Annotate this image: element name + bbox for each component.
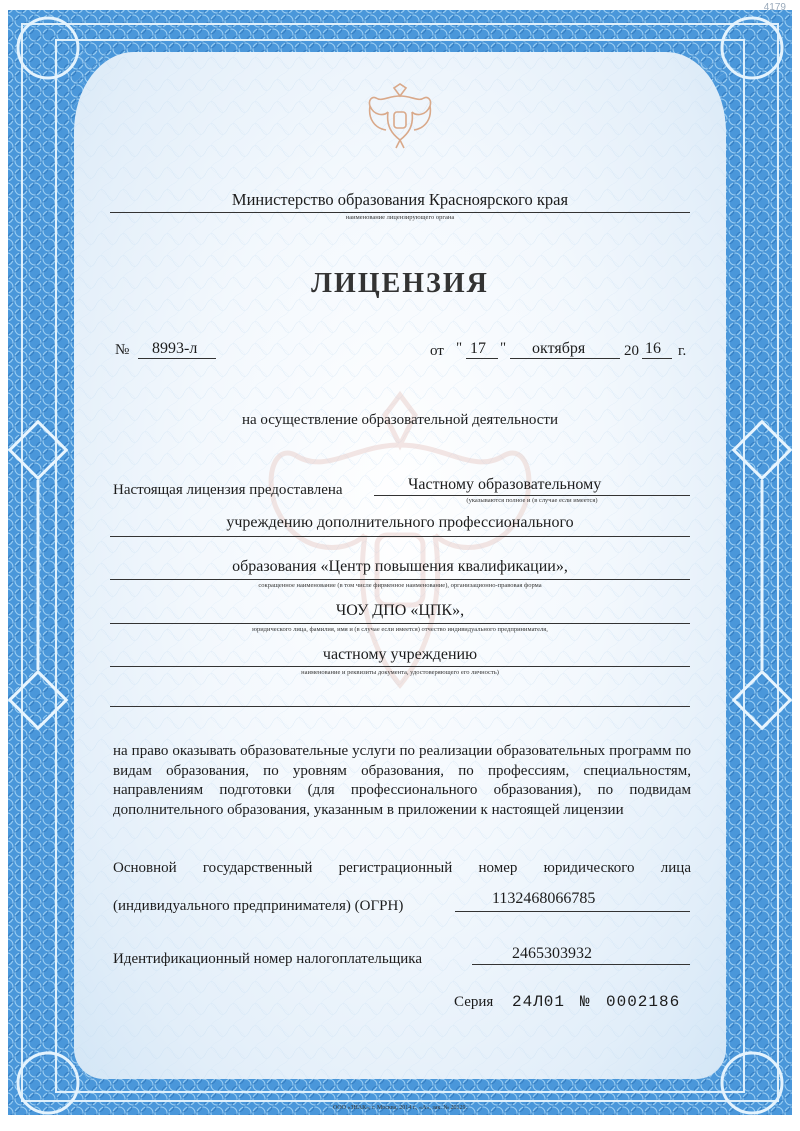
- issuing-authority: Министерство образования Красноярского края: [231, 190, 569, 209]
- rights-paragraph: на право оказывать образовательные услуги по реализации образовательных программ по видам образования, по уровням образования, по профессиям, специальностям, направлениям подготовки (для профессионального образования), по подвидам дополнительного образования, указанным в приложении к настоящей лицензии: [113, 743, 691, 818]
- inn-underline: [472, 964, 690, 965]
- grantee-caption-3: сокращенное наименование (в том числе фирменное наименование), организационно-правовая форма: [258, 582, 542, 589]
- grantee-underline-4: [110, 623, 690, 624]
- date-prefix: от: [430, 343, 444, 359]
- year-prefix: 20: [624, 343, 639, 359]
- grantee-underline-3: [110, 579, 690, 580]
- ogrn-underline: [455, 911, 690, 912]
- grantee-caption-5: наименование и реквизиты документа, удостоверяющего его личность): [301, 669, 499, 676]
- license-number-prefix: №: [115, 342, 130, 358]
- month-underline: [510, 358, 620, 359]
- grantee-underline-1: [374, 495, 690, 496]
- grantee-caption-1: (указываются полное и (в случае если имеется): [466, 497, 598, 504]
- series-number: 0002186: [606, 993, 681, 1011]
- day-open-quote: ": [456, 340, 463, 356]
- license-purpose: на осуществление образовательной деятельности: [241, 412, 559, 428]
- grantee-underline-2: [110, 536, 690, 537]
- ogrn-label-line-1: Основной государственный регистрационный номер юридического лица: [113, 860, 691, 876]
- ogrn-value: 1132468066785: [492, 890, 596, 907]
- grantee-underline-5: [110, 666, 690, 667]
- authority-underline: [110, 212, 690, 213]
- authority-caption: наименование лицензирующего органа: [345, 214, 455, 221]
- series-label: Серия: [454, 994, 494, 1010]
- year-suffix: 16: [645, 340, 661, 357]
- license-number-underline: [138, 358, 216, 359]
- inn-label: Идентификационный номер налогоплательщика: [113, 951, 423, 967]
- grantee-line-3: образования «Центр повышения квалификации»,: [232, 558, 568, 575]
- license-month: октября: [532, 340, 586, 357]
- grantee-caption-4: юридического лица, фамилия, имя и (в случае если имеется) отчество индивидуального предпринимателя,: [252, 626, 548, 633]
- corner-handwritten-mark: 4179: [763, 2, 786, 13]
- grantee-line-4: ЧОУ ДПО «ЦПК»,: [335, 602, 465, 619]
- inn-value: 2465303932: [512, 945, 592, 962]
- year-unit: г.: [678, 343, 687, 359]
- grantee-intro: Настоящая лицензия предоставлена: [113, 482, 343, 498]
- grantee-line-5: частному учреждению: [322, 646, 478, 663]
- grantee-line-1: Частному образовательному: [408, 476, 602, 493]
- printer-footer: ООО «ЗНАК», г. Москва, 2014 г., «А», зак. № 20129.: [332, 1105, 468, 1111]
- document-title: ЛИЦЕНЗИЯ: [311, 268, 489, 299]
- day-underline: [466, 358, 498, 359]
- series-number-prefix: №: [580, 993, 591, 1011]
- year-underline: [642, 358, 672, 359]
- blank-underline: [110, 706, 690, 707]
- series-code: 24Л01: [512, 993, 566, 1011]
- license-number: 8993-л: [152, 340, 198, 357]
- ogrn-label-line-2: (индивидуального предпринимателя) (ОГРН): [113, 898, 404, 914]
- license-day: 17: [470, 340, 486, 357]
- grantee-line-2: учреждению дополнительного профессионального: [226, 514, 574, 531]
- day-close-quote: ": [500, 340, 507, 356]
